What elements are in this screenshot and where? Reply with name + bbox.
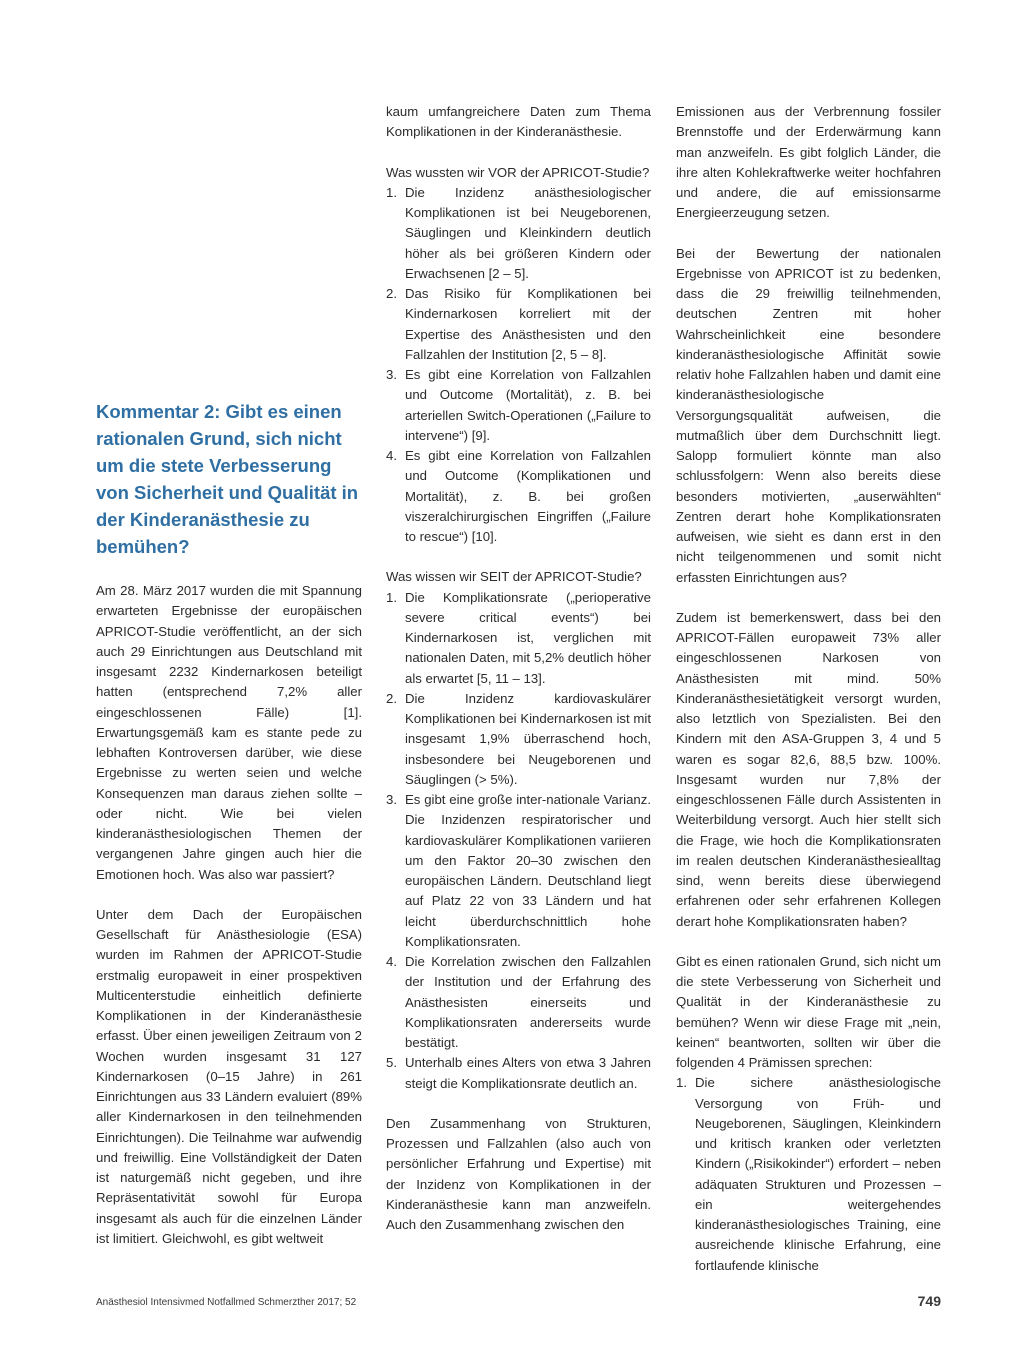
list-item <box>676 1073 941 1276</box>
list-number: 3. <box>386 367 397 382</box>
paragraph: Bei der Bewertung der nationalen Ergebnisse von APRICOT ist zu bedenken, dass die 29 freiwillig teilnehmenden, deutschen Zentren mit hoher Wahrscheinlichkeit eine besondere kinderanästhesiologische Affinität sowie relativ hohe Fallzahlen haben und damit eine kinderanästhesiologische Versorgungsqualität aufweisen, die mutmaßlich über dem Durchschnitt liegt. Salopp formuliert könnte man also schlussfolgern: Wenn also bereits diese besonders motivierten, „auserwählten“ Zentren derart hohe Komplikationsraten aufweisen, wie sieht es dann erst in den nicht teilgenommenen und somit nicht erfassten Einrichtungen aus? <box>676 245 941 585</box>
list-item <box>386 284 651 365</box>
column-3 <box>676 102 941 1296</box>
list-number: 4. <box>386 954 397 969</box>
list-text: Die sichere anästhesiologische Versorgung von Früh- und Neugeborenen, Säuglingen, Kleinkindern und kritisch kranken oder verletzten Kindern („Risikokinder“) erfordert – neben adäquaten Strukturen und Prozessen – ein weitergehendes kinderanästhesiologisches Training, eine ausreichende klinische Erfahrung, eine fortlaufende klinische <box>695 1075 941 1273</box>
list-title-vor: Was wussten wir VOR der APRICOT-Studie? <box>386 164 650 180</box>
list-item <box>386 183 651 284</box>
list-number: 3. <box>386 792 397 807</box>
list-premises <box>676 1073 941 1276</box>
list-item <box>386 365 651 446</box>
list-number: 1. <box>676 1075 687 1091</box>
list-item <box>386 588 651 689</box>
list-text: Es gibt eine Korrelation von Fallzahlen und Outcome (Komplikationen und Mortalität), z. B. bei großen viszeralchirurgischen Eingriffen („Failure to rescue“) [10]. <box>405 448 651 544</box>
list-text: Die Inzidenz anästhesiologischer Komplikationen ist bei Neugeborenen, Säuglingen und Kleinkindern deutlich höher als bei größeren Kindern oder Erwachsenen [2 – 5]. <box>405 184 651 281</box>
list-text: Die Korrelation zwischen den Fallzahlen der Institution und der Erfahrung des Anästhesisten einerseits und Komplikationsraten andererseits wurde bestätigt. <box>405 954 651 1050</box>
list-text: Es gibt eine Korrelation von Fallzahlen und Outcome (Mortalität), z. B. bei arteriellen Switch-Operationen („Failure to intervene“) [9]. <box>405 367 651 443</box>
list-title-seit: Was wissen wir SEIT der APRICOT-Studie? <box>386 569 642 585</box>
section-heading: Kommentar 2: Gibt es einen rationalen Grund, sich nicht um die stete Verbesserung von Sicherheit und Qualität in der Kinderanästhesie zu bemühen? <box>96 401 359 557</box>
column-2 <box>386 102 651 1235</box>
list-seit <box>386 588 651 1094</box>
list-number: 1. <box>386 589 397 605</box>
list-number: 1. <box>386 184 397 200</box>
list-text: Die Komplikationsrate („perioperative severe critical events“) bei Kindernarkosen ist, verglichen mit nationalen Daten, mit 5,2% deutlich höher als erwartet [5, 11 – 13]. <box>405 589 651 686</box>
paragraph: Unter dem Dach der Europäischen Gesellschaft für Anästhesiologie (ESA) wurden im Rahmen der APRICOT-Studie erstmalig europaweit in einer prospektiven Multicenterstudie einheitlich definierte Komplikationen in der Kinderanästhesie erfasst. Über einen jeweiligen Zeitraum von 2 Wochen wurden insgesamt 31 127 Kindernarkosen (0–15 Jahre) in 261 Einrichtungen aus 33 Ländern evaluiert (89% aller Kindernarkosen in den teilnehmenden Einrichtungen). Die Teilnahme war aufwendig und freiwillig. Eine Vollständigkeit der Daten ist naturgemäß nicht gegeben, und ihre Repräsentativität sowohl für Europa insgesamt als auch für die einzelnen Länder ist limitiert. Gleichwohl, es gibt weltweit <box>96 906 362 1246</box>
column-1 <box>96 398 362 1249</box>
list-text: Unterhalb eines Alters von etwa 3 Jahren steigt die Komplikationsrate deutlich an. <box>405 1055 651 1091</box>
list-item <box>386 952 651 1053</box>
journal-citation: Anästhesiol Intensivmed Notfallmed Schmerzther 2017; 52 <box>96 1297 357 1308</box>
list-text: Es gibt eine große inter-nationale Varianz. Die Inzidenzen respiratorischer und kardiovaskulärer Komplikationen variieren um den Faktor 20–30 zwischen den europäischen Ländern. Deutschland liegt auf Platz 22 von 33 Ländern und hat leicht überdurchschnittlich hohe Komplikationsraten. <box>405 792 651 949</box>
paragraph: Zudem ist bemerkenswert, dass bei den APRICOT-Fällen europaweit 73% aller eingeschlossenen Narkosen von Anästhesisten mit mind. 50% Kinderanästhesietätigkeit versorgt wurden, also letztlich von Spezialisten. Bei den Kindern mit den ASA-Gruppen 3, 4 und 5 waren es sogar 82,6, 88,5 bzw. 100%. Insgesamt wurden nur 7,8% der eingeschlossenen Fälle durch Assistenten in Weiterbildung versorgt. Auch hier stellt sich die Frage, wie hoch die Komplikationsraten im realen deutschen Kinderanästhesiealltag sind, wenn bereits diese überwiegend erfahrenen oder sehr erfahrenen Kollegen derart hohe Komplikationsraten haben? <box>676 609 941 929</box>
list-item <box>386 446 651 547</box>
page-number: 749 <box>917 1293 941 1309</box>
list-vor <box>386 183 651 548</box>
list-text: Die Inzidenz kardiovaskulärer Komplikationen bei Kindernarkosen ist mit insgesamt 1,9% überraschend hoch, insbesondere bei Neugeborenen und Säuglingen (> 5%). <box>405 690 651 787</box>
list-item <box>386 689 651 790</box>
paragraph: Gibt es einen rationalen Grund, sich nicht um die stete Verbesserung von Sicherheit und Qualität in der Kinderanästhesie zu bemühen? Wenn wir diese Frage mit „nein, keinen“ beantworten, sollten wir über die folgenden 4 Prämissen sprechen: <box>676 953 941 1070</box>
paragraph: Am 28. März 2017 wurden die mit Spannung erwarteten Ergebnisse der europäischen APRICOT-Studie veröffentlicht, an der sich auch 29 Einrichtungen aus Deutschland mit insgesamt 2232 Kindernarkosen beteiligt hatten (entsprechend 7,2% aller eingeschlossenen Fälle) [1]. Erwartungsgemäß kam es stante pede zu lebhaften Kontroversen darüber, wie diese Ergebnisse zu werten seien und welche Konsequenzen man daraus ziehen sollte – oder nicht. Wie bei vielen kinderanästhesiologischen Themen der vergangenen Jahre gingen auch hier die Emotionen hoch. Was also war passiert? <box>96 583 362 882</box>
list-number: 2. <box>386 286 397 301</box>
paragraph: kaum umfangreichere Daten zum Thema Komplikationen in der Kinderanästhesie. <box>386 104 651 140</box>
list-item <box>386 1053 651 1094</box>
list-number: 4. <box>386 448 397 463</box>
paragraph: Den Zusammenhang von Strukturen, Prozessen und Fallzahlen (also auch von persönlicher Erfahrung und Expertise) mit der Inzidenz von Komplikationen in der Kinderanästhesie kann man anzweifeln. Auch den Zusammenhang zwischen den <box>386 1115 651 1232</box>
list-item <box>386 790 651 952</box>
list-number: 5. <box>386 1055 397 1071</box>
list-number: 2. <box>386 690 397 706</box>
list-text: Das Risiko für Komplikationen bei Kindernarkosen korreliert mit der Expertise des Anästhesisten und den Fallzahlen der Institution [2, 5 – 8]. <box>405 286 651 362</box>
paragraph: Emissionen aus der Verbrennung fossiler Brennstoffe und der Erderwärmung kann man anzweifeln. Es gibt folglich Länder, die ihre alten Kohlekraftwerke weiter hochfahren und andere, die auf emissionsarme Energieerzeugung setzen. <box>676 104 941 221</box>
